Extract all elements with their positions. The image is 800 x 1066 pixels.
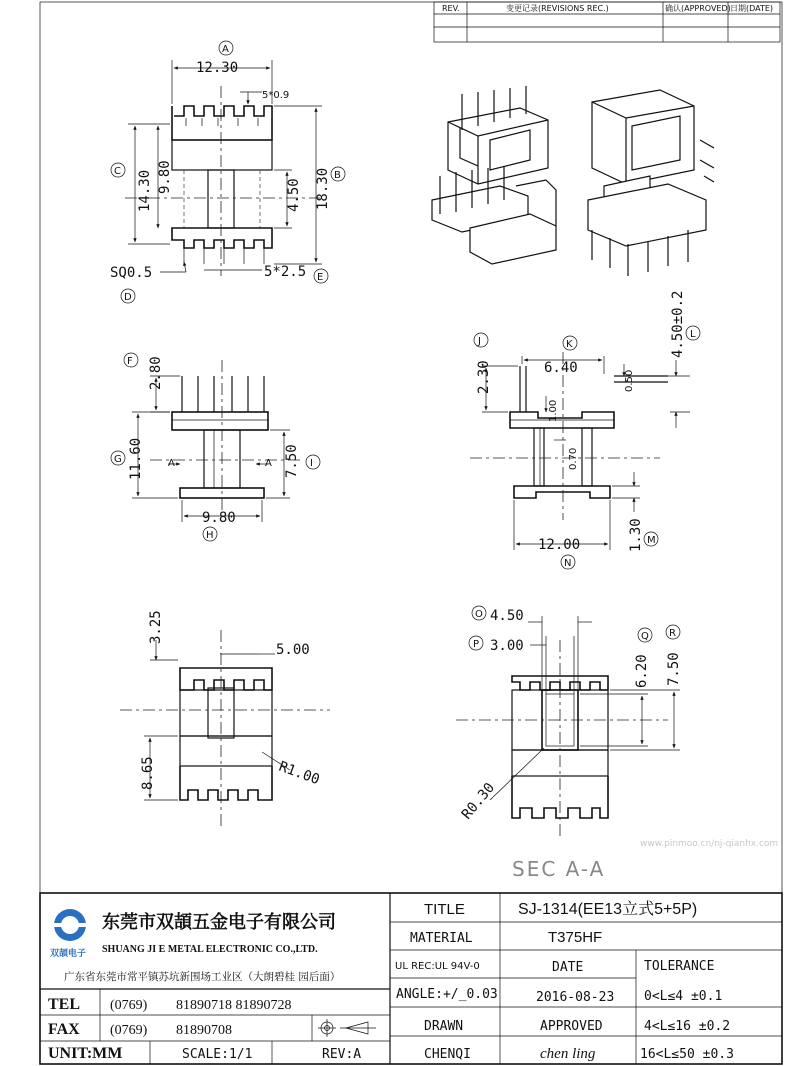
dim-pins-pitch-bottom: 5*2.5 <box>264 264 307 280</box>
dim-top-offset: 3.25 <box>148 610 164 644</box>
ul-rec: UL REC:UL 94V-0 <box>395 961 480 972</box>
date-value: 2016-08-23 <box>536 990 615 1005</box>
side-view <box>111 353 320 541</box>
tel-numbers: 81890718 81890728 <box>176 998 292 1013</box>
dim-outer-width: 4.50 <box>490 608 524 624</box>
company-name-en: SHUANG JI E METAL ELECTRONIC CO.,LTD. <box>102 944 318 955</box>
dim-inner-width: 3.00 <box>490 638 524 654</box>
tolerance-1: 0<L≤4 ±0.1 <box>644 989 723 1004</box>
angle-tolerance: ANGLE:+/_0.03 <box>396 987 498 1002</box>
section-caption: SEC A-A <box>512 857 606 881</box>
dim-flange: 1.00 <box>548 399 559 422</box>
tolerance-2: 4<L≤16 ±0.2 <box>644 1019 731 1034</box>
label-q: Q <box>641 631 649 642</box>
dim-core-height: 4.50 <box>286 178 302 212</box>
dim-outer-height: 7.50 <box>666 652 682 686</box>
watermark: www.pinmoo.cn/nj-qianhx.com <box>640 839 779 849</box>
label-l: L <box>690 329 696 340</box>
dim-inner-height: 9.80 <box>157 160 173 194</box>
dim-section-radius: R0.30 <box>458 779 499 823</box>
label-k: K <box>566 339 573 350</box>
tel-label: TEL <box>48 996 81 1013</box>
approved-label: APPROVED <box>540 1019 603 1034</box>
right-view <box>470 291 700 569</box>
label-f: F <box>127 356 133 367</box>
label-g: G <box>114 454 122 465</box>
dim-pin-length: 2.80 <box>148 356 164 390</box>
tolerance-label: TOLERANCE <box>644 959 715 974</box>
label-m: M <box>647 535 656 546</box>
projection-symbol <box>318 1019 376 1037</box>
company-logo <box>50 909 86 959</box>
dim-bottom-height: 8.65 <box>140 756 156 790</box>
company-name-cn: 东莞市双頡五金电子有限公司 <box>102 912 336 933</box>
dim-base-width: 9.80 <box>202 510 236 526</box>
dim-width: 12.30 <box>196 60 239 76</box>
logo-text: 双頡电子 <box>50 949 87 959</box>
dim-pin-offset: 4.50±0.2 <box>670 290 686 358</box>
date-header: 日期(DATE) <box>730 4 774 13</box>
label-i: I <box>310 458 313 469</box>
approved-header: 确认(APPROVED) <box>665 4 731 13</box>
label-h: H <box>206 530 214 541</box>
isometric-exploded-view <box>432 86 714 276</box>
tolerance-3: 16<L≤50 ±0.3 <box>640 1047 734 1062</box>
dim-inner-height: 6.20 <box>634 654 650 688</box>
bottom-view <box>120 610 330 830</box>
dim-overall-width: 12.00 <box>538 537 581 553</box>
scale-label: SCALE:1/1 <box>182 1047 253 1062</box>
label-j: J <box>478 336 481 347</box>
label-r: R <box>669 628 676 639</box>
dim-radius: R1.00 <box>276 758 322 789</box>
dim-pins-pitch-top: 5*0.9 <box>262 90 290 101</box>
section-mark-right: A <box>265 458 272 469</box>
rev-label: REV:A <box>322 1047 362 1062</box>
revisions-header: 变更记录(REVISIONS REC.) <box>506 4 609 13</box>
fax-number: 81890708 <box>176 1023 232 1038</box>
tel-area: (0769) <box>110 998 148 1013</box>
label-d: D <box>124 292 132 303</box>
dim-overall-height: 14.30 <box>137 169 153 212</box>
company-address: 广东省东莞市常平镇苏坑新围场工业区（大朗碧桂 园后面） <box>64 971 341 983</box>
dim-pin-top: 2.30 <box>476 360 492 394</box>
front-view <box>110 41 345 303</box>
label-b: B <box>334 170 341 181</box>
fax-area: (0769) <box>110 1023 148 1038</box>
dim-wall: 0.70 <box>568 447 579 470</box>
title-label: TITLE <box>424 901 465 918</box>
label-a: A <box>222 44 229 55</box>
dim-pin-square: SQ0.5 <box>110 265 153 281</box>
material-label: MATERIAL <box>410 931 473 946</box>
title-block <box>40 893 782 1064</box>
dim-total-height: 18.30 <box>315 167 331 210</box>
drawn-label: DRAWN <box>424 1019 464 1034</box>
revision-block <box>434 2 780 42</box>
dim-window-height: 7.50 <box>284 444 300 478</box>
dim-slot-width: 5.00 <box>276 642 310 658</box>
dim-height: 11.60 <box>128 437 144 480</box>
rev-header: REV. <box>442 4 460 13</box>
checked-by: chen ling <box>540 1046 596 1062</box>
section-mark-left: A <box>168 458 175 469</box>
checked-label: CHENQI <box>424 1047 471 1062</box>
label-n: N <box>564 558 572 569</box>
title-value: SJ-1314(EE13立式5+5P) <box>518 901 698 918</box>
label-o: O <box>475 609 483 620</box>
label-p: P <box>473 639 480 650</box>
date-label: DATE <box>552 960 584 975</box>
material-value: T375HF <box>548 929 603 946</box>
dim-base-thickness: 1.30 <box>628 518 644 552</box>
label-e: E <box>317 272 324 283</box>
dim-center-width: 6.40 <box>544 360 578 376</box>
dim-slot: 0.50 <box>624 369 635 392</box>
fax-label: FAX <box>48 1021 80 1038</box>
unit-label: UNIT:MM <box>48 1045 123 1062</box>
label-c: C <box>114 166 121 177</box>
